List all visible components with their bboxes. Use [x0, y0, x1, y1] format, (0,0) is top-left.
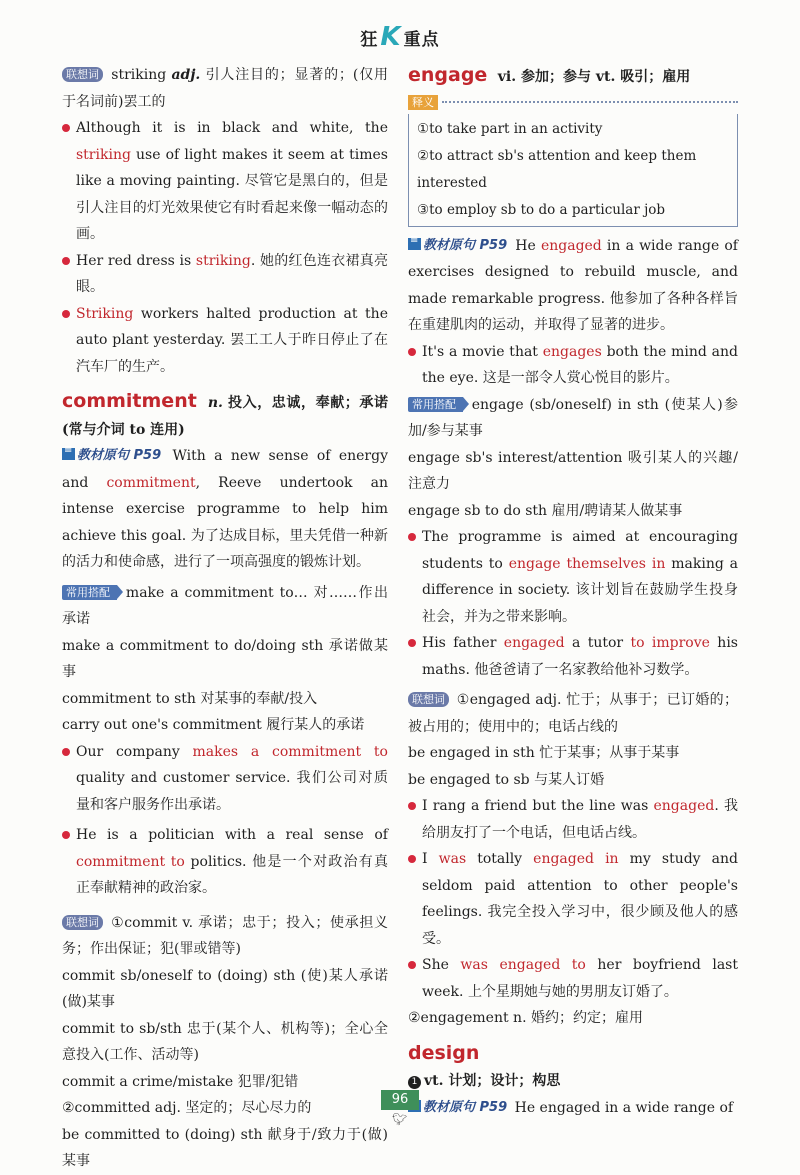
source-text: , Reeve undertook an intense exercise programme to help him achieve this goal. 为了达成目标，里夫凭借一种新的活力和使命感，进行了一项高强度的锻炼计划。 [62, 474, 388, 570]
design-pos: vt. 计划；设计；构思 [424, 1073, 561, 1089]
highlight-text: engaged [653, 798, 715, 814]
highlight-text: makes a commitment to [192, 743, 388, 760]
example-item [408, 630, 738, 683]
source-sentence [62, 443, 388, 576]
striking-pos: adj. [171, 67, 201, 83]
definition-header [408, 95, 738, 110]
jiaocai-icon [62, 448, 75, 460]
design-sense [408, 1068, 738, 1095]
collocation-line: engage sb's interest/attention 吸引某人的兴趣/注意力 [408, 449, 738, 492]
example-text: her boyfriend last week. 上个星期她与她的男朋友订婚了。 [422, 957, 738, 1000]
engage-entry [408, 62, 738, 91]
bullet-dot [408, 533, 416, 541]
bullet-dot [62, 831, 70, 839]
collocation-text: engage (sb/oneself) in sth (使某人)参加/参与某事 [408, 396, 738, 439]
lianxiang-tag: 联想词 [62, 67, 103, 82]
highlight-text: engaged [540, 237, 602, 254]
example-text: His father [422, 635, 504, 651]
highlight-text: engaged in [533, 851, 619, 867]
page-header [0, 22, 800, 52]
example-item [62, 739, 388, 819]
highlight-text: striking [76, 146, 131, 163]
collocation-line: commitment to sth 对某事的奉献/投入 [62, 690, 318, 707]
bullet-dot [408, 855, 416, 863]
example-text: his maths. 他爸爸请了一名家教给他补习数学。 [422, 635, 738, 678]
example-text: She [422, 957, 461, 973]
dotted-rule [442, 101, 738, 103]
commitment-entry [62, 388, 388, 443]
design-entry [408, 1040, 738, 1069]
lianxiang-line: be engaged in sth 忙于某事；从事于某事 [408, 745, 680, 761]
highlight-text: was engaged to [460, 957, 586, 973]
collocation-line: make a commitment to do/doing sth 承诺做某事 [62, 637, 388, 680]
example-text: making a difference in society. 该计划旨在鼓励学生投身社会，并为之带来影响。 [422, 555, 739, 625]
example-text: . 我给朋友打了一个电话，但电话占线。 [422, 798, 738, 841]
example-text: Although it is in black and white, the [76, 120, 388, 136]
header-k-logo: K [380, 22, 402, 52]
source-sentence [408, 1095, 738, 1122]
header-right: 重点 [403, 30, 440, 50]
example-text: Her red dress is [76, 252, 196, 269]
jiaocai-label: 教材原句 P59 [423, 1099, 508, 1115]
jiaocai-icon [408, 238, 421, 250]
striking-head: striking [111, 67, 167, 83]
definition-item: ①to take part in an activity [417, 120, 603, 137]
lianxiang-line: commit to sb/sth 忠于(某个人、机构等)；全心全意投入(工作、活动等) [62, 1020, 388, 1063]
lianxiang-line: commit a crime/mistake 犯罪/犯错 [62, 1073, 299, 1090]
changyong-tag: 常用搭配 [408, 397, 463, 412]
right-column [408, 62, 738, 1121]
example-text: my study and seldom paid attention to other people's feelings. 我完全投入学习中，很少顾及他人的感受。 [422, 851, 738, 947]
example-text: use of light makes it seem at times like a moving painting. 尽管它是黑白的，但是引人注目的灯光效果使它有时看起来像一幅动态的画。 [76, 146, 388, 242]
changyong-tag: 常用搭配 [62, 585, 117, 600]
highlight-text: was [438, 851, 467, 867]
source-text: He [510, 237, 541, 254]
jiaocai-tag [408, 238, 507, 253]
example-item [62, 301, 388, 381]
bullet-dot [62, 257, 70, 265]
lianxiang-tag: 联想词 [62, 915, 103, 930]
collocation-line: engage sb to do sth 雇用/聘请某人做某事 [408, 502, 683, 519]
source-text: in a wide range of exercises designed to rebuild muscle, and made remarkable progress. 他参加了各种各样旨在重建肌肉的运动，并取得了显著的进步。 [408, 237, 738, 333]
headword-design: design [408, 1041, 480, 1064]
jiaocai-tag [62, 448, 161, 463]
example-text: . 她的红色连衣裙真亮眼。 [76, 252, 388, 295]
bullet-dot [62, 310, 70, 318]
jiaocai-label: 教材原句 P59 [77, 448, 162, 463]
striking-entry [62, 62, 388, 115]
commitment-def: 投入，忠诚，奉献；承诺(常与介词 to 连用) [62, 395, 389, 438]
example-text: He is a politician with a real sense of [76, 827, 388, 843]
commitment-pos: n. [207, 395, 223, 411]
definition-item: ③to employ sb to do a particular job [417, 201, 666, 218]
bullet-dot [62, 124, 70, 132]
highlight-text: engage themselves in [508, 555, 666, 572]
source-text: With a new sense of energy and [62, 448, 388, 491]
collocation-text: make a commitment to… 对……作出承诺 [62, 584, 388, 627]
highlight-text: commitment [106, 474, 196, 491]
bird-icon: 🐦︎ [392, 1112, 408, 1126]
lianxiang-line: be engaged to sb 与某人订婚 [408, 771, 605, 788]
example-item [62, 248, 388, 301]
highlight-text: commitment to [76, 853, 185, 870]
highlight-text: engaged [503, 635, 565, 651]
bullet-dot [408, 961, 416, 969]
example-item [408, 846, 738, 952]
engage-pos: vi. 参加；参与 vt. 吸引；雇用 [497, 69, 691, 85]
lianxiang-text: ①engaged adj. 忙于；从事于；已订婚的；被占用的；使用中的；电话占线的 [408, 692, 738, 735]
page-number: 96 [381, 1090, 419, 1110]
lianxiang-line: ②engagement n. 婚约；约定；雇用 [408, 1010, 643, 1026]
headword-commitment: commitment [62, 390, 197, 412]
lianxiang-text: ①commit v. 承诺；忠于；投入；使承担义务；作出保证；犯(罪或错等) [62, 914, 388, 957]
definition-item: ②to attract sb's attention and keep them interested [417, 147, 697, 191]
example-text: It's a movie that [422, 343, 543, 360]
highlight-text: to improve [630, 635, 710, 651]
example-text: Our company [76, 743, 193, 760]
collocation-line [62, 580, 388, 633]
example-text: both the mind and the eye. 这是一部令人赏心悦目的影片。 [422, 343, 738, 386]
example-item [408, 793, 738, 846]
collocation-line: carry out one's commitment 履行某人的承诺 [62, 717, 365, 733]
highlight-text: Striking [76, 305, 134, 322]
header-left: 狂 [360, 30, 379, 50]
source-sentence [408, 233, 738, 339]
example-text: a tutor [564, 635, 631, 651]
source-text: He engaged in a wide range of [510, 1099, 734, 1116]
example-text: workers halted production at the auto plant yesterday. 罢工工人于昨日停止了在汽车厂的生产。 [76, 305, 388, 375]
example-text: politics. 他是一个对政治有真正奉献精神的政治家。 [76, 853, 389, 896]
example-text: quality and customer service. 我们公司对质量和客户服务作出承诺。 [76, 770, 388, 813]
bullet-dot [408, 802, 416, 810]
highlight-text: striking [195, 252, 251, 269]
bullet-dot [62, 748, 70, 756]
example-item [408, 339, 738, 392]
collocation-line [408, 392, 738, 445]
lianxiang-line [62, 910, 388, 963]
example-text: I [422, 851, 439, 867]
example-item [62, 822, 388, 902]
highlight-text: engages [542, 343, 602, 360]
example-item [408, 952, 738, 1005]
lianxiang-line: commit sb/oneself to (doing) sth (使)某人承诺(做)某事 [62, 967, 388, 1010]
example-text: totally [466, 851, 534, 867]
lianxiang-line [408, 687, 738, 740]
bullet-dot [408, 348, 416, 356]
lianxiang-line: ②committed adj. 坚定的；尽心尽力的 [62, 1100, 312, 1116]
jiaocai-tag [408, 1100, 507, 1115]
lianxiang-tag: 联想词 [408, 692, 449, 707]
lianxiang-line: be committed to (doing) sth 献身于/致力于(做)某事 [62, 1126, 388, 1169]
example-item [62, 115, 388, 248]
left-column [62, 62, 388, 1175]
example-item [408, 524, 738, 630]
headword-engage: engage [408, 64, 488, 86]
example-text: The programme is aimed at encouraging students to [422, 529, 738, 572]
striking-def: 引人注目的；显著的；(仅用于名词前)罢工的 [62, 67, 389, 110]
definition-box [408, 114, 738, 227]
shiyi-tag: 释义 [408, 95, 438, 110]
jiaocai-label: 教材原句 P59 [423, 237, 508, 253]
sense-number: 1 [408, 1076, 421, 1089]
example-text: I rang a friend but the line was [422, 798, 654, 814]
bullet-dot [408, 639, 416, 647]
